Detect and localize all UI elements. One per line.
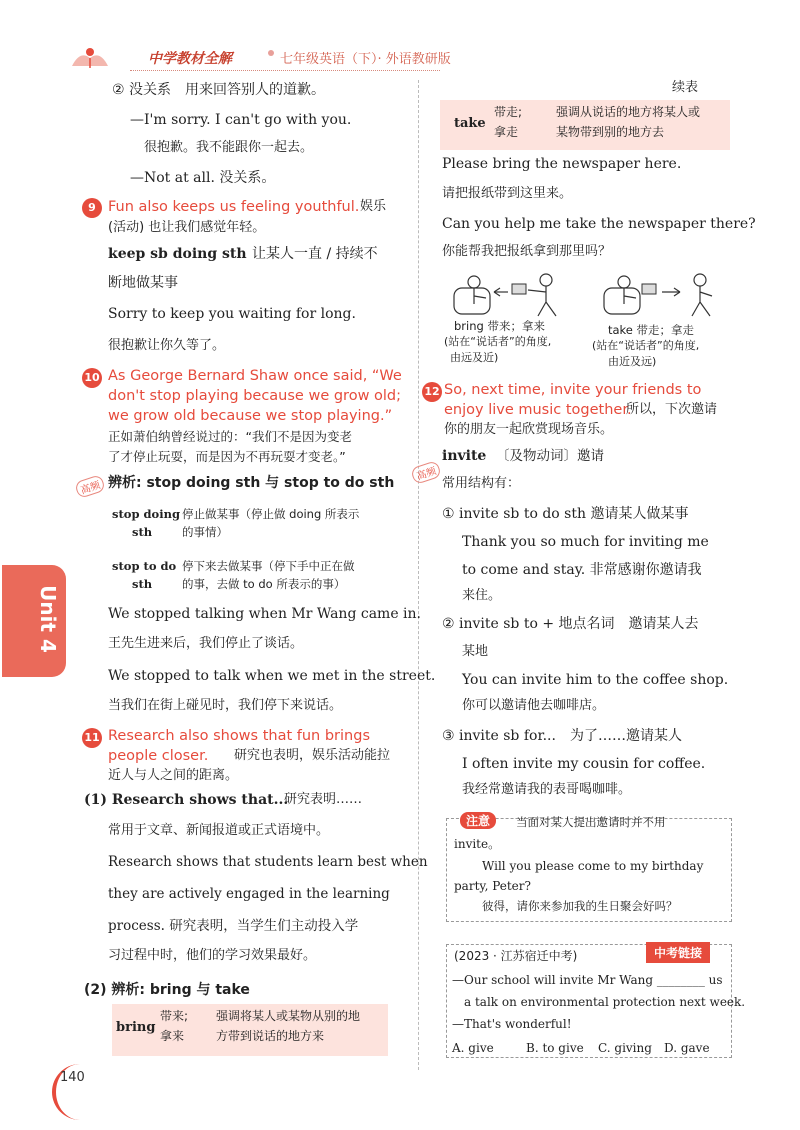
struct-1-example-a: Thank you so much for inviting me [462, 534, 709, 550]
exam-source: (2023 · 江苏宿迁中考) [454, 949, 578, 963]
research-example-line2: they are actively engaged in the learning [108, 886, 390, 902]
option-d[interactable]: D. gave [664, 1041, 710, 1055]
invite-heading: invite [442, 448, 487, 464]
header-rule [130, 70, 440, 71]
keep-heading: keep sb doing sth [108, 246, 247, 262]
research-example-line1: Research shows that students learn best when [108, 854, 428, 870]
sentence-9-zh-b: (活动) 也让我们感觉年轻。 [108, 220, 266, 235]
book-logo-icon [70, 44, 110, 70]
sentence-10-line3: we grow old because we stop playing.” [108, 408, 393, 424]
bring-meaning-a: 带来; [160, 1009, 189, 1023]
struct-3: ③ invite sb for... 为了……邀请某人 [442, 728, 682, 744]
stop-to-do-def-b: 的事，去做 to do 所表示的事） [182, 577, 346, 591]
bring-meaning-b: 拿来 [160, 1029, 185, 1043]
bianxi-stop-heading: 辨析: stop doing sth 与 stop to do sth [108, 475, 395, 491]
take-illustration [600, 270, 730, 320]
sentence-9-zh-a: 娱乐 [360, 199, 387, 214]
take-caption-c: 由近及远) [608, 355, 657, 368]
bring-illustration [450, 270, 580, 320]
stop-doing-key-a: stop doing [112, 507, 180, 521]
bt-example1-zh: 请把报纸带到这里来。 [442, 186, 573, 201]
research-heading-zh: 研究表明…… [284, 792, 363, 807]
sentence-11-line1: Research also shows that fun brings [108, 728, 370, 744]
stop-to-do-key-a: stop to do [112, 559, 177, 573]
high-frequency-badge: 高频 [74, 474, 106, 499]
keep-example-en: Sorry to keep you waiting for long. [108, 306, 356, 322]
bring-caption-a: bring 带来；拿来 [454, 319, 545, 333]
continued-table-label: 续表 [672, 80, 699, 95]
option-c[interactable]: C. giving [598, 1041, 652, 1055]
note-number-10: 10 [82, 368, 102, 388]
keep-example-zh: 很抱歉让你久等了。 [108, 338, 226, 353]
sentence-12-zh-a: 所以，下次邀请 [626, 402, 718, 417]
note-line1: 当面对某人提出邀请时并不用 [516, 815, 666, 829]
sentence-11-zh-a: 研究也表明，娱乐活动能拉 [234, 748, 391, 763]
research-example-line3: process. 研究表明，当学生们主动投入学 [108, 918, 359, 934]
sentence-11-line2: people closer. [108, 748, 209, 764]
page-header [0, 38, 800, 78]
unit-tab [2, 565, 66, 677]
struct-3-example-en: I often invite my cousin for coffee. [462, 756, 706, 772]
take-desc-a: 强调从说话的地方将某人或 [556, 105, 701, 119]
sentence-12-line2: enjoy live music together. [444, 402, 632, 418]
bring-caption-b: (站在“说话者”的角度, [444, 335, 552, 348]
note-line3: Will you please come to my birthday [482, 859, 704, 873]
take-caption-b: (站在“说话者”的角度, [592, 339, 700, 352]
option-b[interactable]: B. to give [526, 1041, 584, 1055]
sentence-10-line2: don't stop playing because we grow old; [108, 388, 402, 404]
bring-word: bring [116, 1020, 156, 1035]
bring-desc-a: 强调将某人或某物从别的地 [216, 1009, 361, 1023]
sentence-11-zh-b: 近人与人之间的距离。 [108, 768, 239, 783]
struct-1-example-c: 来住。 [462, 588, 502, 603]
p2-heading: ② 没关系 用来回答别人的道歉。 [112, 82, 326, 98]
stop-doing-def-a: 停止做某事（停止做 doing 所表示 [182, 507, 360, 521]
research-heading: (1) Research shows that... [84, 792, 289, 808]
stop-example2-zh: 当我们在街上碰见时，我们停下来说话。 [108, 698, 343, 713]
take-word: take [454, 116, 486, 131]
research-usage: 常用于文章、新闻报道或正式语境中。 [108, 823, 330, 838]
column-divider [418, 80, 419, 1070]
struct-1: ① invite sb to do sth 邀请某人做某事 [442, 506, 689, 522]
stop-to-do-key-b: sth [132, 577, 153, 591]
struct-2-a: ② invite sb to + 地点名词 邀请某人去 [442, 616, 699, 632]
bt-example1-en: Please bring the newspaper here. [442, 156, 682, 172]
sentence-12-zh-b: 你的朋友一起欣赏现场音乐。 [444, 422, 614, 437]
stop-to-do-def-a: 停下来去做某事（停下手中正在做 [182, 559, 355, 573]
exam-question-line1: —Our school will invite Mr Wang ________ us [452, 973, 723, 987]
unit-tab-label: Unit 4 [35, 585, 60, 653]
stop-example1-en: We stopped talking when Mr Wang came in. [108, 606, 422, 622]
note-label: 注意 [460, 812, 496, 829]
note-line4: party, Peter? [454, 879, 531, 893]
exam-link-tag: 中考链接 [646, 942, 710, 963]
keep-meaning-b: 断地做某事 [108, 275, 178, 291]
bring-caption-c: 由远及近) [450, 351, 499, 364]
sentence-10-zh-a: 正如萧伯纳曾经说过的：“我们不是因为变老 [108, 429, 352, 444]
struct-1-example-b: to come and stay. 非常感谢你邀请我 [462, 562, 702, 578]
exam-question-line2: a talk on environmental protection next week. [464, 995, 746, 1009]
struct-2-example-en: You can invite him to the coffee shop. [462, 672, 729, 688]
high-frequency-badge: 高频 [410, 460, 442, 485]
note-number-11: 11 [82, 728, 102, 748]
sentence-9: Fun also keeps us feeling youthful. [108, 199, 360, 215]
bring-desc-b: 方带到说话的地方来 [216, 1029, 325, 1043]
sentence-10-zh-b: 了才停止玩耍，而是因为不再玩耍才变老。” [108, 449, 346, 464]
bt-example2-zh: 你能帮我把报纸拿到那里吗？ [442, 244, 612, 259]
keep-meaning-a: 让某人一直 / 持续不 [252, 246, 378, 262]
header-subtitle: 七年级英语（下）· 外语教研版 [280, 52, 451, 67]
take-caption-a: take 带走；拿走 [608, 323, 695, 337]
p2-example-zh: 很抱歉。我不能跟你一起去。 [144, 140, 314, 155]
struct-2-b: 某地 [462, 644, 489, 659]
note-line5: 彼得，请你来参加我的生日聚会好吗？ [482, 899, 678, 913]
sentence-10-line1: As George Bernard Shaw once said, “We [108, 368, 402, 384]
research-example-zh: 习过程中时，他们的学习效果最好。 [108, 948, 317, 963]
option-a[interactable]: A. give [452, 1041, 494, 1055]
stop-example2-en: We stopped to talk when we met in the street. [108, 668, 436, 684]
header-dot [268, 50, 274, 56]
common-structures: 常用结构有： [442, 476, 521, 491]
take-meaning-a: 带走; [494, 105, 523, 119]
page-number: 140 [60, 1070, 85, 1085]
take-desc-b: 某物带到别的地方去 [556, 125, 665, 139]
stop-example1-zh: 王先生进来后，我们停止了谈话。 [108, 636, 304, 651]
p2-example-en: —I'm sorry. I can't go with you. [130, 112, 352, 128]
note-number-9: 9 [82, 198, 102, 218]
stop-doing-key-b: sth [132, 525, 153, 539]
note-number-12: 12 [422, 382, 442, 402]
bt-example2-en: Can you help me take the newspaper there? [442, 216, 756, 232]
take-meaning-b: 拿走 [494, 125, 519, 139]
sentence-12-line1: So, next time, invite your friends to [444, 382, 702, 398]
bianxi-bring-take-heading: (2) 辨析: bring 与 take [84, 982, 250, 998]
header-title: 中学教材全解 [148, 51, 232, 67]
stop-doing-def-b: 的事情） [182, 525, 228, 539]
note-line2: invite。 [454, 837, 501, 851]
exam-question-line3: —That's wonderful! [452, 1017, 572, 1031]
p2-example2: —Not at all. 没关系。 [130, 170, 276, 186]
struct-2-example-zh: 你可以邀请他去咖啡店。 [462, 698, 606, 713]
struct-3-example-zh: 我经常邀请我的表哥喝咖啡。 [462, 782, 632, 797]
invite-pos: 〔及物动词〕邀请 [496, 448, 604, 464]
